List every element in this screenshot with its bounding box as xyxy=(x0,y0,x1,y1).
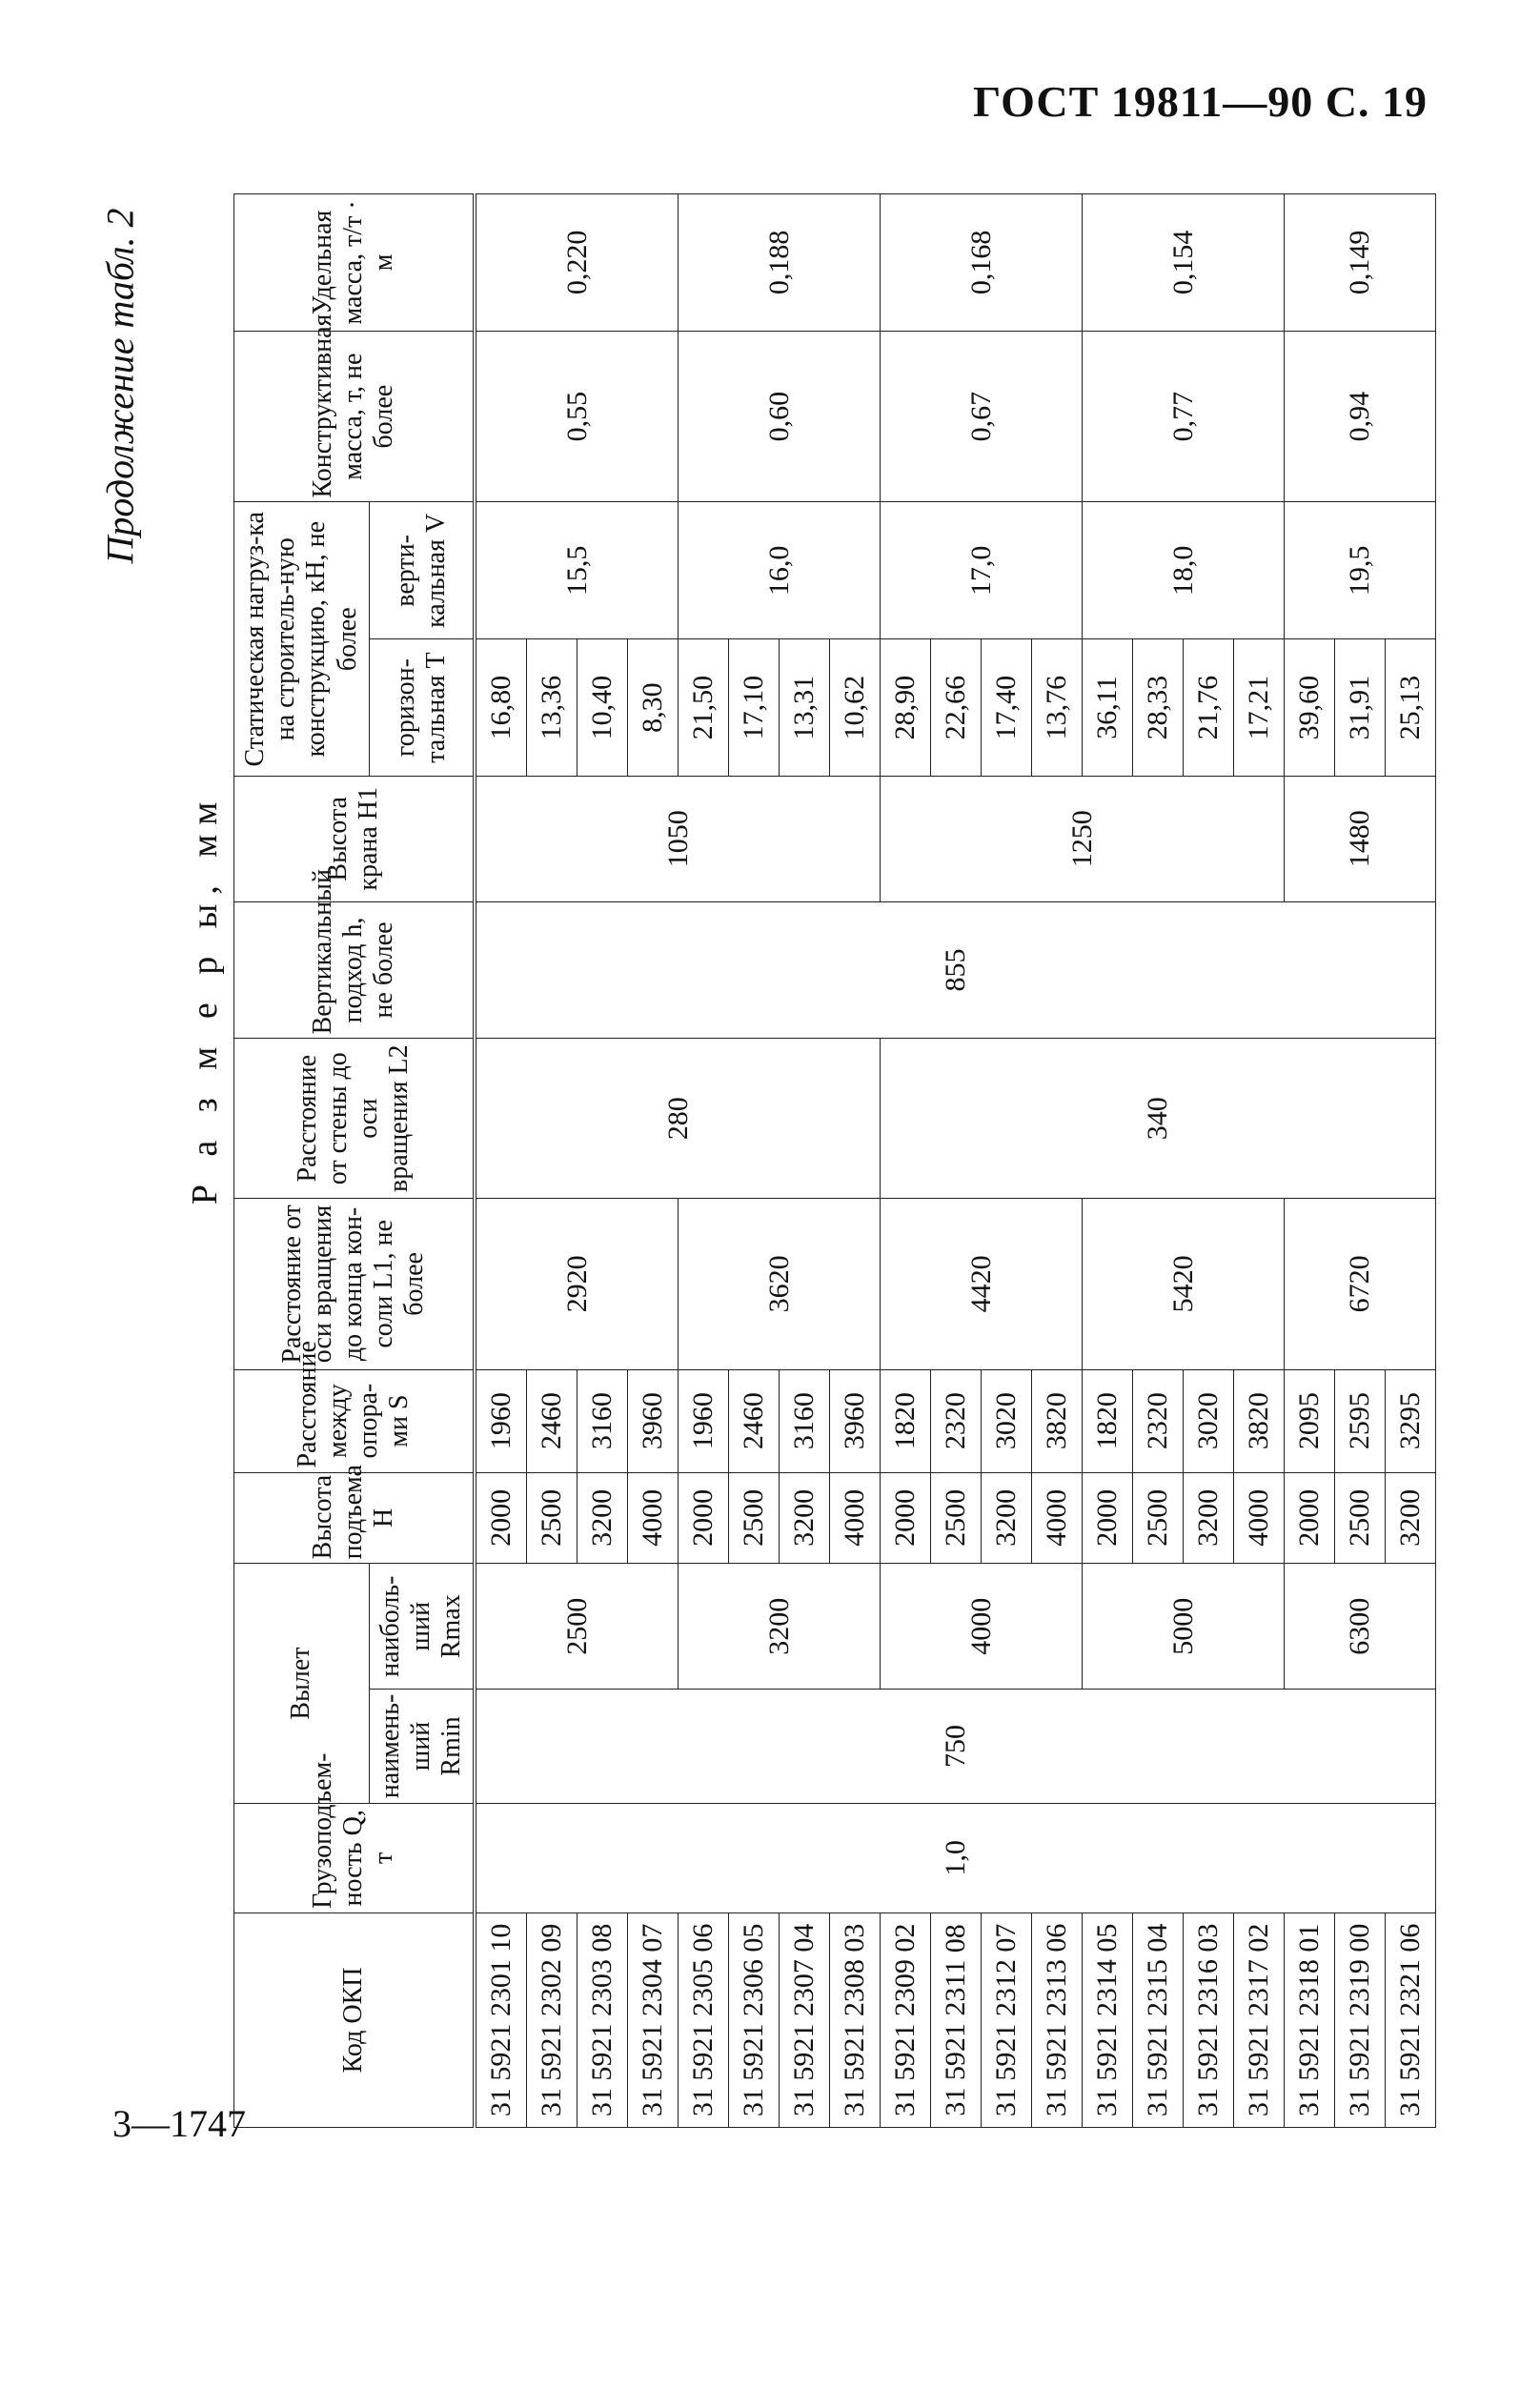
cell-code: 31 5921 2307 04 xyxy=(780,1912,830,2127)
rotated-table-wrapper xyxy=(176,193,1434,2128)
cell-specific-mass: 0,188 xyxy=(679,194,881,332)
col-header-approach: Вертикальный подход h, не более xyxy=(234,901,476,1039)
cell-load-t: 36,11 xyxy=(1083,639,1133,777)
cell-l2: 280 xyxy=(475,1039,881,1199)
dimensions-table xyxy=(176,193,1436,2128)
cell-code: 31 5921 2301 10 xyxy=(475,1912,527,2127)
cell-specific-mass: 0,154 xyxy=(1083,194,1285,332)
cell-span: 2460 xyxy=(729,1369,780,1472)
cell-load-t: 31,91 xyxy=(1335,639,1386,777)
cell-span: 3820 xyxy=(1032,1369,1083,1472)
cell-lift-height: 2500 xyxy=(527,1472,578,1564)
cell-lift-height: 4000 xyxy=(1234,1472,1285,1564)
cell-lift-height: 3200 xyxy=(1386,1472,1436,1564)
col-header-span: Расстояние между опора-ми S xyxy=(234,1369,476,1472)
cell-rmax: 3200 xyxy=(679,1564,881,1690)
cell-load-t: 13,36 xyxy=(527,639,578,777)
cell-lift-height: 4000 xyxy=(830,1472,881,1564)
cell-span: 3160 xyxy=(578,1369,628,1472)
cell-code: 31 5921 2309 02 xyxy=(881,1912,931,2127)
cell-load-t: 10,40 xyxy=(578,639,628,777)
table-continuation-caption-box xyxy=(91,195,149,577)
cell-load-v: 16,0 xyxy=(679,502,881,639)
cell-code: 31 5921 2315 04 xyxy=(1133,1912,1184,2127)
cell-lift-height: 2500 xyxy=(1335,1472,1386,1564)
cell-span: 3820 xyxy=(1234,1369,1285,1472)
col-header-static-load: Статическая нагруз-ка на строитель-ную конструкцию, кН, не более xyxy=(234,502,370,776)
cell-code: 31 5921 2303 08 xyxy=(578,1912,628,2127)
col-header-rmax: наиболь-ший Rmax xyxy=(369,1564,475,1690)
cell-code: 31 5921 2317 02 xyxy=(1234,1912,1285,2127)
cell-span: 2595 xyxy=(1335,1369,1386,1472)
cell-code: 31 5921 2321 06 xyxy=(1386,1912,1436,2127)
table-row xyxy=(475,194,527,2128)
cell-span: 1820 xyxy=(881,1369,931,1472)
cell-span: 1820 xyxy=(1083,1369,1133,1472)
cell-l1: 5420 xyxy=(1083,1199,1285,1370)
col-header-l2: Расстояние от стены до оси вращения L2 xyxy=(234,1039,476,1199)
col-header-h1: Высота крана H1 xyxy=(234,776,476,901)
cell-rmax: 4000 xyxy=(881,1564,1083,1690)
cell-lift-height: 3200 xyxy=(780,1472,830,1564)
cell-specific-mass: 0,168 xyxy=(881,194,1083,332)
cell-code: 31 5921 2311 08 xyxy=(931,1912,982,2127)
cell-code: 31 5921 2305 06 xyxy=(679,1912,729,2127)
cell-lift-height: 2000 xyxy=(881,1472,931,1564)
col-header-mass: Конструктивная масса, т, не более xyxy=(234,331,476,502)
cell-span: 1960 xyxy=(475,1369,527,1472)
cell-load-t: 28,33 xyxy=(1133,639,1184,777)
cell-load-v: 17,0 xyxy=(881,502,1083,639)
cell-lift-height: 4000 xyxy=(628,1472,679,1564)
cell-code: 31 5921 2314 05 xyxy=(1083,1912,1133,2127)
cell-lift-height: 3200 xyxy=(1184,1472,1234,1564)
cell-mass: 0,67 xyxy=(881,331,1083,502)
cell-capacity: 1,0 xyxy=(475,1803,1436,1912)
cell-lift-height: 2500 xyxy=(729,1472,780,1564)
cell-code: 31 5921 2302 09 xyxy=(527,1912,578,2127)
cell-span: 3960 xyxy=(628,1369,679,1472)
cell-span: 1960 xyxy=(679,1369,729,1472)
cell-load-t: 8,30 xyxy=(628,639,679,777)
standard-header: ГОСТ 19811—90 С. 19 xyxy=(972,77,1428,126)
cell-load-t: 17,21 xyxy=(1234,639,1285,777)
col-header-load-v: верти-кальная V xyxy=(369,502,475,639)
col-header-l1: Расстояние от оси вращения до конца кон-соли L1, не более xyxy=(234,1199,476,1370)
cell-rmin: 750 xyxy=(475,1690,1436,1804)
cell-h1: 1050 xyxy=(475,776,881,901)
cell-lift-height: 3200 xyxy=(982,1472,1032,1564)
cell-load-v: 18,0 xyxy=(1083,502,1285,639)
cell-load-t: 17,10 xyxy=(729,639,780,777)
cell-lift-height: 2000 xyxy=(1083,1472,1133,1564)
cell-load-v: 19,5 xyxy=(1285,502,1436,639)
cell-load-t: 28,90 xyxy=(881,639,931,777)
cell-load-t: 17,40 xyxy=(982,639,1032,777)
cell-span: 3020 xyxy=(1184,1369,1234,1472)
cell-code: 31 5921 2312 07 xyxy=(982,1912,1032,2127)
cell-lift-height: 2000 xyxy=(1285,1472,1335,1564)
cell-load-t: 22,66 xyxy=(931,639,982,777)
cell-lift-height: 4000 xyxy=(1032,1472,1083,1564)
col-header-code: Код ОКП xyxy=(234,1912,476,2127)
col-header-rmin: наимень-ший Rmin xyxy=(369,1690,475,1804)
cell-span: 3960 xyxy=(830,1369,881,1472)
rotated-table-frame xyxy=(176,193,1434,2128)
cell-l2: 340 xyxy=(881,1039,1436,1199)
cell-load-t: 13,31 xyxy=(780,639,830,777)
cell-lift-height: 2000 xyxy=(679,1472,729,1564)
cell-approach: 855 xyxy=(475,901,1436,1039)
cell-h1: 1480 xyxy=(1285,776,1436,901)
cell-lift-height: 2000 xyxy=(475,1472,527,1564)
cell-span: 2460 xyxy=(527,1369,578,1472)
cell-span: 2320 xyxy=(931,1369,982,1472)
cell-load-v: 15,5 xyxy=(475,502,679,639)
cell-rmax: 5000 xyxy=(1083,1564,1285,1690)
cell-specific-mass: 0,149 xyxy=(1285,194,1436,332)
cell-code: 31 5921 2308 03 xyxy=(830,1912,881,2127)
cell-rmax: 2500 xyxy=(475,1564,679,1690)
cell-code: 31 5921 2304 07 xyxy=(628,1912,679,2127)
cell-load-t: 21,76 xyxy=(1184,639,1234,777)
cell-lift-height: 2500 xyxy=(1133,1472,1184,1564)
cell-load-t: 13,76 xyxy=(1032,639,1083,777)
cell-specific-mass: 0,220 xyxy=(475,194,679,332)
cell-load-t: 39,60 xyxy=(1285,639,1335,777)
cell-rmax: 6300 xyxy=(1285,1564,1436,1690)
cell-lift-height: 3200 xyxy=(578,1472,628,1564)
cell-lift-height: 2500 xyxy=(931,1472,982,1564)
cell-mass: 0,55 xyxy=(475,331,679,502)
cell-l1: 6720 xyxy=(1285,1199,1436,1370)
cell-span: 3295 xyxy=(1386,1369,1436,1472)
cell-mass: 0,94 xyxy=(1285,331,1436,502)
cell-span: 2320 xyxy=(1133,1369,1184,1472)
cell-mass: 0,77 xyxy=(1083,331,1285,502)
cell-code: 31 5921 2316 03 xyxy=(1184,1912,1234,2127)
cell-code: 31 5921 2306 05 xyxy=(729,1912,780,2127)
cell-code: 31 5921 2313 06 xyxy=(1032,1912,1083,2127)
cell-span: 3020 xyxy=(982,1369,1032,1472)
page-number: 3—1747 xyxy=(112,2102,246,2145)
cell-load-t: 10,62 xyxy=(830,639,881,777)
cell-load-t: 25,13 xyxy=(1386,639,1436,777)
col-header-specific-mass: Удельная масса, т/т · м xyxy=(234,194,476,332)
col-header-load-t: горизон-тальная T xyxy=(369,639,475,777)
cell-load-t: 16,80 xyxy=(475,639,527,777)
table-caption: Р а з м е р ы, мм xyxy=(185,792,225,1205)
cell-load-t: 21,50 xyxy=(679,639,729,777)
cell-l1: 2920 xyxy=(475,1199,679,1370)
cell-span: 2095 xyxy=(1285,1369,1335,1472)
cell-l1: 3620 xyxy=(679,1199,881,1370)
col-header-lift-height: Высота подъема H xyxy=(234,1472,476,1564)
col-header-outreach: Вылет xyxy=(234,1564,370,1804)
cell-mass: 0,60 xyxy=(679,331,881,502)
col-header-capacity: Грузоподъем-ность Q, т xyxy=(234,1803,476,1912)
cell-span: 3160 xyxy=(780,1369,830,1472)
table-continuation-caption: Продолжение табл. 2 xyxy=(98,208,142,564)
cell-h1: 1250 xyxy=(881,776,1285,901)
cell-l1: 4420 xyxy=(881,1199,1083,1370)
cell-code: 31 5921 2318 01 xyxy=(1285,1912,1335,2127)
cell-code: 31 5921 2319 00 xyxy=(1335,1912,1386,2127)
